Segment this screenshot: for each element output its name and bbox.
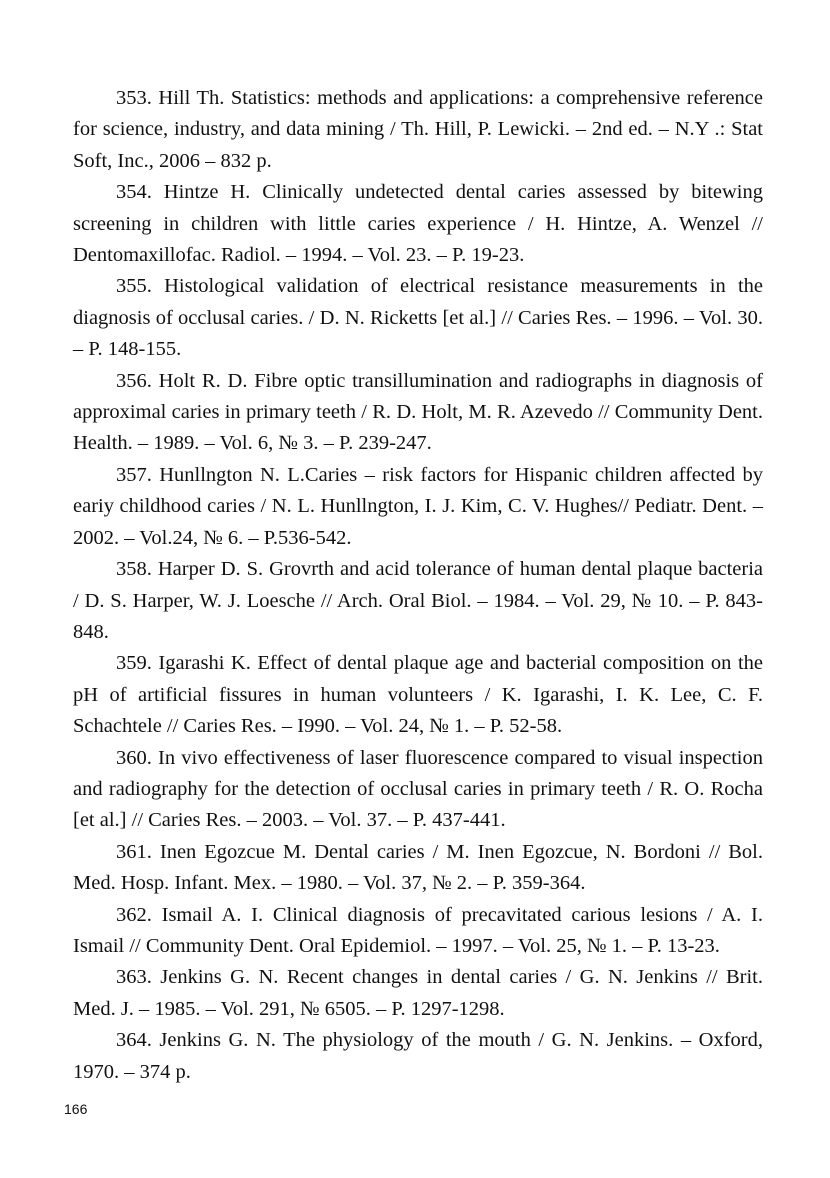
reference-entry-354: 354. Hintze H. Clinically undetected dental caries assessed by bitewing screening in children with little caries experience / H. Hintze, A. Wenzel // Dentomaxillofac. Radiol. – 1994. – Vol. 23. – P. 19-23.	[73, 181, 763, 267]
reference-list	[73, 83, 763, 1088]
reference-entry-363: 363. Jenkins G. N. Recent changes in dental caries / G. N. Jenkins // Brit. Med. J. – 1985. – Vol. 291, № 6505. – P. 1297-1298.	[73, 966, 763, 1020]
reference-entry-362: 362. Ismail A. I. Clinical diagnosis of precavitated carious lesions / A. I. Ismail // Community Dent. Oral Epidemiol. – 1997. – Vol. 25, № 1. – P. 13-23.	[73, 903, 763, 957]
reference-entry-361: 361. Inen Egozcue M. Dental caries / M. Inen Egozcue, N. Bordoni // Bol. Med. Hosp. Infant. Mex. – 1980. – Vol. 37, № 2. – P. 359-364.	[73, 840, 763, 895]
reference-entry-353: 353. Hill Th. Statistics: methods and applications: a comprehensive reference for science, industry, and data mining / Th. Hill, P. Lewicki. – 2nd ed. – N.Y .: Stat Soft, Inc., 2006 – 832 p.	[73, 87, 763, 172]
reference-entry-359: 359. Igarashi K. Effect of dental plaque age and bacterial composition on the pH of artificial fissures in human volunteers / K. Igarashi, I. K. Lee, C. F. Schachtele // Caries Res. – I990. – Vol. 24, № 1. – P. 52-58.	[73, 652, 763, 738]
page-number: 166	[64, 1101, 88, 1117]
reference-entry-360: 360. In vivo effectiveness of laser fluorescence compared to visual inspection and radiography for the detection of occlusal caries in primary teeth / R. O. Rocha [et al.] // Caries Res. – 2003. – Vol. 37. – P. 437-441.	[73, 746, 763, 832]
reference-entry-357: 357. Hunllngton N. L.Caries – risk factors for Hispanic children affected by eariy childhood caries / N. L. Hunllngton, I. J. Kim, C. V. Hughes// Pediatr. Dent. – 2002. – Vol.24, № 6. – P.536-542.	[73, 463, 763, 549]
reference-entry-364: 364. Jenkins G. N. The physiology of the mouth / G. N. Jenkins. – Oxford, 1970. – 374 p.	[73, 1029, 763, 1083]
reference-entry-356: 356. Holt R. D. Fibre optic transillumination and radiographs in diagnosis of approximal caries in primary teeth / R. D. Holt, M. R. Azevedo // Community Dent. Health. – 1989. – Vol. 6, № 3. – P. 239-247.	[73, 369, 763, 455]
reference-entry-358: 358. Harper D. S. Grovrth and acid tolerance of human dental plaque bacteria / D. S. Harper, W. J. Loesche // Arch. Oral Biol. – 1984. – Vol. 29, № 10. – P. 843-848.	[73, 558, 763, 643]
reference-entry-355: 355. Histological validation of electrical resistance measurements in the diagnosis of occlusal caries. / D. N. Ricketts [et al.] // Caries Res. – 1996. – Vol. 30. – P. 148-155.	[73, 275, 763, 361]
